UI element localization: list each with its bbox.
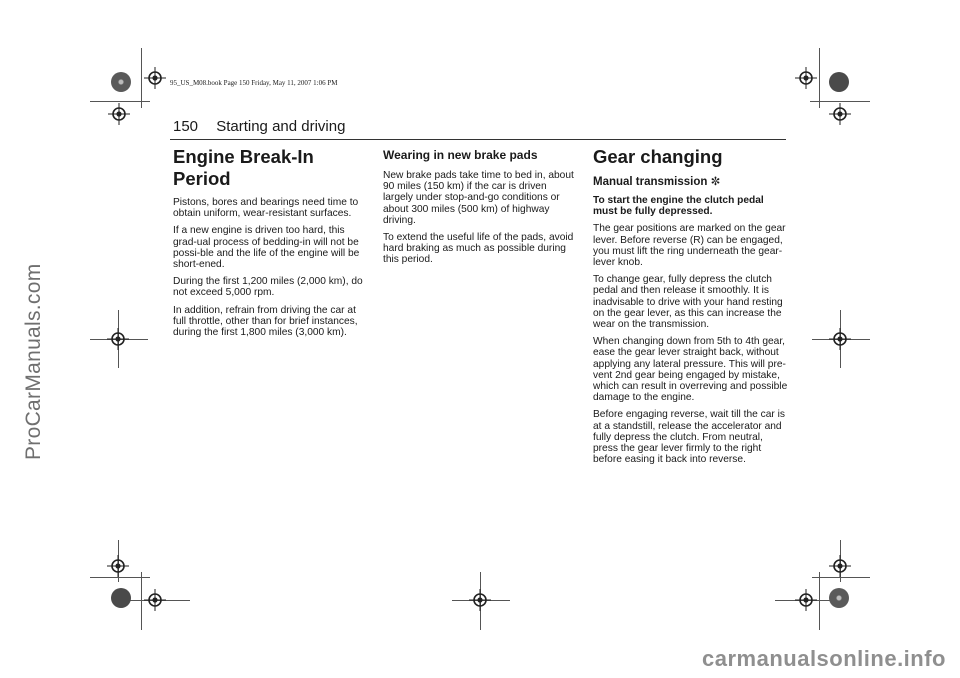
paragraph: To change gear, fully depress the clutch pedal and then release it smoothly. It is inadvisable to drive with your hand resting on the gear lever, as this can increase the wear on the transmission. — [593, 274, 783, 331]
paragraph: The gear positions are marked on the gear lever. Before reverse (R) can be engaged, you must lift the ring underneath the gear-lever knob. — [593, 223, 786, 269]
paragraph: To extend the useful life of the pads, avoid hard braking as much as possible during this period. — [383, 232, 574, 266]
page-header — [173, 118, 345, 135]
column-brake-pads — [383, 143, 579, 272]
section-title: Starting and driving — [216, 118, 346, 135]
registration-target-icon — [795, 589, 817, 611]
column-gear-changing — [593, 143, 789, 471]
sidebar-watermark: ProCarManuals.com — [22, 263, 45, 460]
subheading-manual-transmission: Manual transmission ✼ — [593, 176, 721, 188]
paragraph: New brake pads take time to bed in, about 90 miles (150 km) if the car is driven largely under stop-and-go conditions or about 300 miles (500 km) of highway driving. — [383, 170, 574, 226]
page-number: 150 — [173, 118, 199, 135]
print-slug: 95_US_M08.book Page 150 Friday, May 11, 2007 1:06 PM — [170, 79, 338, 87]
registration-dot-icon — [111, 588, 131, 608]
registration-target-icon — [144, 589, 166, 611]
registration-target-icon — [107, 555, 129, 577]
registration-dot-icon — [111, 72, 131, 92]
registration-target-icon — [108, 103, 130, 125]
header-rule — [170, 139, 786, 140]
heading-brake-pads: Wearing in new brake pads — [383, 148, 538, 162]
paragraph: During the first 1,200 miles (2,000 km), do not exceed 5,000 rpm. — [173, 276, 363, 299]
paragraph: If a new engine is driven too hard, this grad-ual process of bedding-in will not be possi-ble and the life of the engine will be short-ened. — [173, 225, 360, 271]
paragraph: Pistons, bores and bearings need time to obtain uniform, wear-resistant surfaces. — [173, 197, 359, 220]
column-break-in — [173, 143, 371, 344]
heading-gear-changing: Gear changing — [593, 146, 723, 167]
bold-intro: To start the engine the clutch pedal must be fully depressed. — [593, 195, 764, 218]
registration-dot-icon — [829, 588, 849, 608]
registration-target-icon — [829, 328, 851, 350]
heading-engine-break-in: Engine Break-In Period — [173, 146, 314, 189]
footer-watermark: carmanualsonline.info — [702, 646, 946, 671]
registration-target-icon — [107, 328, 129, 350]
registration-target-icon — [795, 67, 817, 89]
registration-target-icon — [829, 103, 851, 125]
paragraph: Before engaging reverse, wait till the car is at a standstill, release the accelerator and fully depress the clutch. From neutral, press the gear lever firmly to the right before easing it back into reverse. — [593, 409, 785, 466]
registration-target-icon — [144, 67, 166, 89]
registration-dot-icon — [829, 72, 849, 92]
paragraph: In addition, refrain from driving the car at full throttle, other than for brief instances, during the first 1,800 miles (3,000 km). — [173, 304, 358, 339]
registration-target-icon — [829, 555, 851, 577]
registration-target-icon — [469, 589, 491, 611]
paragraph: When changing down from 5th to 4th gear, ease the gear lever straight back, without applying any lateral pressure. This will pre-vent 2nd gear being engaged by mistake, which can result in overreving and possible damage to the engine. — [593, 336, 788, 404]
